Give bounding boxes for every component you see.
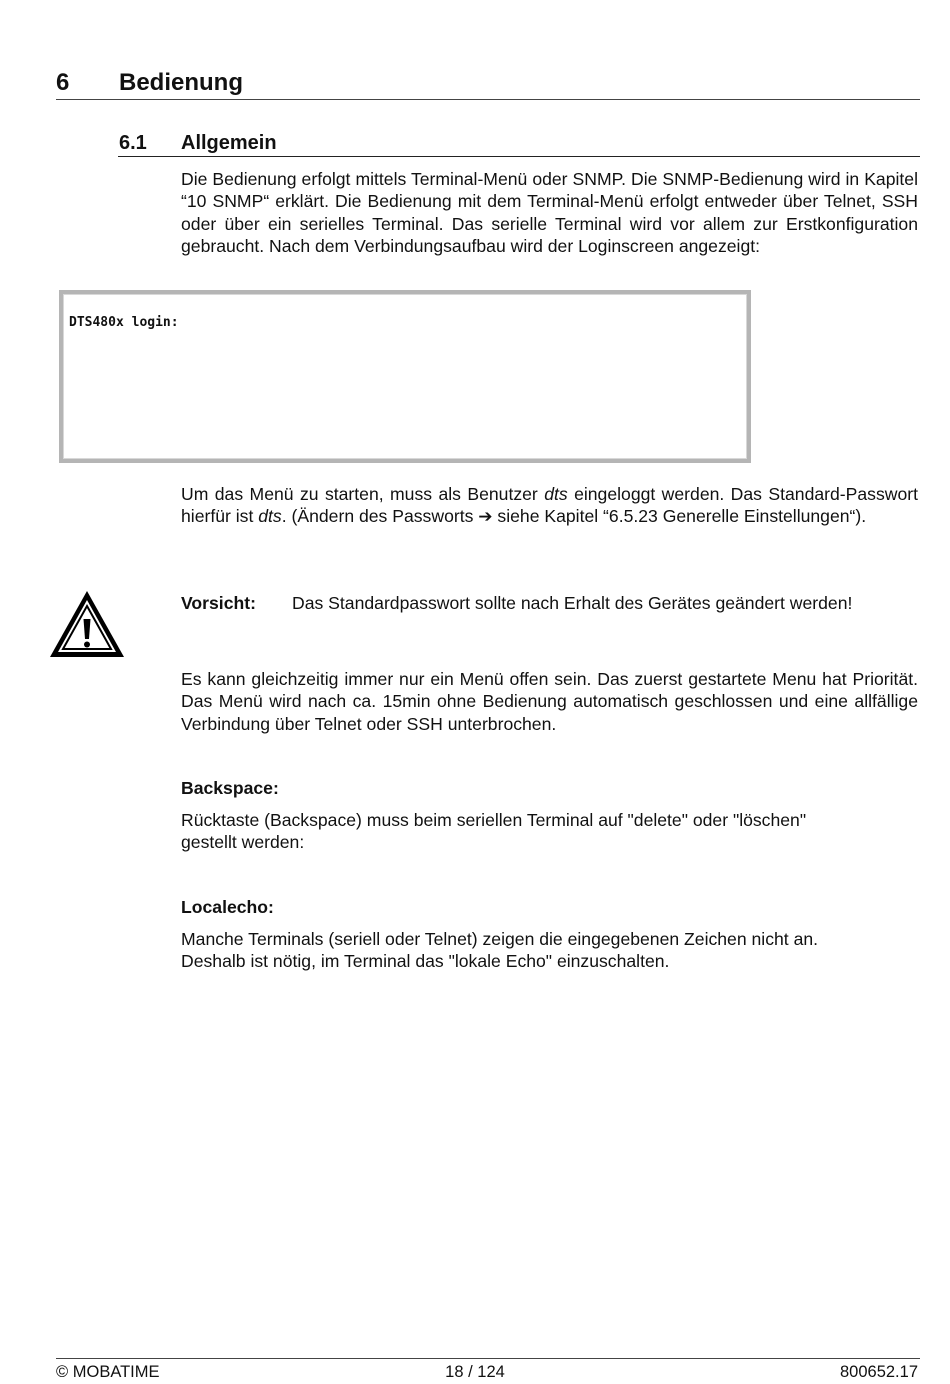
section-title: Allgemein (181, 132, 277, 154)
intro-paragraph: Die Bedienung erfolgt mittels Terminal-Menü oder SNMP. Die SNMP-Bedienung wird in Kapitel “10 SNMP“ erklärt. Die Bedienung mit dem Terminal-Menü erfolgt entweder über Telnet, SSH oder über ein serielles Terminal. Das serielle Terminal wird vor allem zur Erstkonfiguration gebraucht. Nach dem Verbindungsaufbau wird der Loginscreen angezeigt: (181, 169, 918, 256)
terminal-screen (59, 290, 751, 463)
menu-paragraph: Es kann gleichzeitig immer nur ein Menü offen sein. Das zuerst gestartete Menu hat Priorität. Das Menü wird nach ca. 15min ohne Bedienung automatisch geschlossen und eine allfällige Verbindung über Telnet oder SSH unterbrochen. (181, 669, 918, 734)
footer-copyright: © MOBATIME (56, 1363, 160, 1381)
username-value: dts (544, 484, 568, 504)
backspace-line-2: gestellt werden: (181, 832, 305, 852)
caution-text: Das Standardpasswort sollte nach Erhalt des Gerätes geändert werden! (292, 593, 853, 613)
menu-start-text-3: . (Ändern des Passworts (281, 506, 479, 527)
caution-label: Vorsicht: (181, 593, 256, 613)
footer-page-number: 18 / 124 (445, 1363, 505, 1381)
terminal-login-prompt: DTS480x login: (69, 315, 179, 330)
localecho-heading: Localecho: (181, 897, 274, 917)
section-number: 6.1 (119, 132, 147, 154)
localecho-line-1: Manche Terminals (seriell oder Telnet) zeigen die eingegebenen Zeichen nicht an. (181, 929, 819, 949)
footer-document-number: 800652.17 (840, 1363, 918, 1381)
chapter-number: 6 (56, 69, 70, 96)
section-rule (118, 156, 920, 157)
localecho-line-2: Deshalb ist nötig, im Terminal das "lokale Echo" einzuschalten. (181, 951, 670, 971)
chapter-rule (56, 99, 920, 100)
backspace-heading: Backspace: (181, 778, 279, 798)
warning-triangle-icon (48, 589, 126, 659)
password-value: dts (258, 506, 282, 527)
menu-start-text-1: Um das Menü zu starten, muss als Benutzer (181, 484, 545, 504)
footer-rule (56, 1358, 920, 1359)
menu-start-text-4: siehe Kapitel “6.5.23 Generelle Einstellungen“). (492, 506, 867, 527)
menu-start-paragraph (181, 483, 918, 529)
backspace-line-1: Rücktaste (Backspace) muss beim seriellen Terminal auf "delete" oder "löschen" (181, 810, 807, 830)
menu-start-text-2: eingeloggt werden. Das Standard-Passwort hierfür ist (181, 484, 918, 527)
chapter-title: Bedienung (119, 69, 243, 96)
arrow-right-icon: ➔ (478, 507, 493, 528)
